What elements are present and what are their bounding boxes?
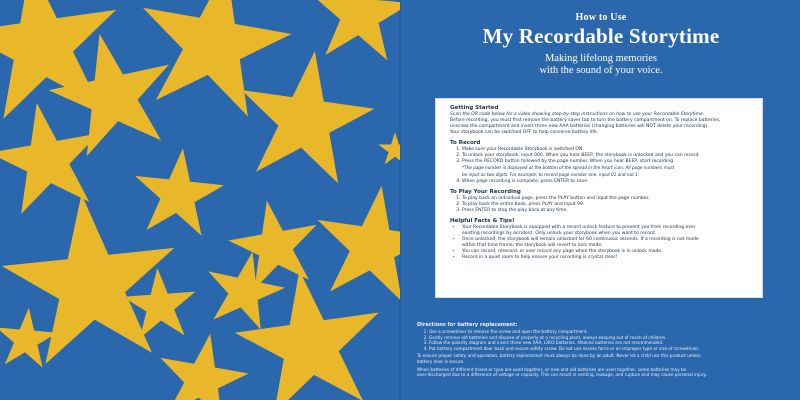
star-icon [185, 362, 220, 396]
battery-safety-text [417, 353, 792, 364]
list-item: 3. Follow the polarity diagram and insert three new AAA, LR03 batteries. Alkaline batteries are not recommended. [429, 340, 792, 346]
text-line: battery door is secure. [417, 358, 465, 364]
list-item: 3. Press ENTER to stop the play back at any time. [462, 208, 752, 214]
text-line: within that time frame, the storybook will revert to lock mode. [462, 243, 603, 248]
text-line: over-discharged due to a difference of voltage or capacity. This can result in venting, leakage, and rupture and may cause personal injury. [417, 372, 707, 378]
list-item: 2. To play back the entire book, press PLAY and input 99. [462, 202, 752, 208]
star-icon [342, 0, 379, 31]
star-icon [25, 138, 69, 180]
list-item: • You can record, rerecord, or over record any page when the storybook is in unlock mode. [462, 249, 752, 255]
text-line: existing recordings by accident. Only unlock your storybook when you want to record. [462, 231, 657, 236]
star-icon [147, 292, 173, 317]
battery-steps [417, 329, 792, 351]
list-item [462, 225, 752, 237]
to-record-title: To Record [450, 140, 481, 146]
note-text: be input as two digits. For example, to record page number one, input 01 and not 1. [462, 172, 640, 177]
list-item [462, 237, 752, 249]
star-icon [184, 14, 243, 71]
to-play-steps [450, 196, 752, 214]
star-icon [229, 276, 260, 306]
record-note [462, 172, 752, 179]
record-note [462, 165, 752, 172]
note-text: *The page number is displayed at the bottom of the spread in the heart icon [462, 165, 623, 170]
text-line: Once unlocked, the storybook will remain unlocked for 60 continuous seconds. If a recording is not made [462, 237, 699, 242]
star-icon [389, 144, 400, 155]
list-item: 1. To play back an individual page, press the PLAY button and input the page number. [462, 196, 752, 202]
star-icon [88, 71, 137, 119]
list-item: • Record in a quiet room to help ensure your recording is crystal clear! [462, 255, 752, 261]
star-icon [15, 328, 38, 350]
battery-directions [417, 322, 792, 378]
battery-warning-text [417, 367, 792, 378]
header-tagline [402, 53, 800, 77]
page-header [402, 12, 800, 77]
text-line: unscrew the compartment and insert three new AAA batteries (changing batteries will NOT delete your recording). [450, 124, 709, 129]
text-line: Scan the QR code below for a video showing step-by-step instructions on how to use your Recordable Storytime. [450, 112, 705, 117]
getting-started-text [450, 112, 752, 136]
text-line: Your Recordable Storybook is equipped with a record unlock feature to prevent you from recording over [462, 225, 696, 230]
star-icon [282, 317, 338, 370]
list-item: 2. To unlock your storybook, input 000. When you hear BEEP, the storybook is unlocked and you can record. [462, 153, 752, 159]
to-play-title: To Play Your Recording [450, 189, 521, 195]
list-item: 3. Press the RECORD button followed by the page number. When you hear BEEP, start recording. [462, 159, 752, 165]
text-line: Your storybook can be switched OFF to help conserve battery life. [450, 130, 599, 135]
star-icon [58, 251, 123, 313]
page-title: My Recordable Storytime [482, 24, 720, 48]
star-icon [280, 94, 331, 143]
list-item: 1. Use a screwdriver to remove the screw and open the battery compartment. [429, 329, 792, 335]
list-item: 1. Make sure your Recordable Storybook is switched ON. [462, 147, 752, 153]
tagline-line: Making lifelong memories [545, 53, 657, 64]
star-icon [257, 229, 292, 263]
list-item: 4. Put battery compartment door back and secure safety screw. Do not use excess force or an improper type or size of screwdriver. [429, 346, 792, 352]
star-icon [12, 15, 72, 73]
list-item: 2. Gently remove old batteries and dispose of properly at a recycling plant, always keeping out of reach of children. [429, 335, 792, 341]
text-line: Before recording, you must first remove the battery saver tab to turn the battery compartment on. To replace batteries, [450, 118, 721, 123]
header-eyebrow: How to Use [575, 12, 627, 23]
star-icon [351, 223, 396, 266]
tips-list [450, 225, 752, 261]
instructions-panel [435, 98, 763, 298]
list-item: 4. When page recording is complete, press ENTER to save. [462, 179, 752, 185]
note-text: . All page numbers must [622, 165, 675, 170]
getting-started-title: Getting Started [450, 105, 499, 111]
to-record-steps [450, 147, 752, 185]
star-icon [162, 177, 195, 209]
text-line: When batteries of different brand or type are used together, or new and old batteries are used together, some batteries may be [417, 366, 687, 372]
tips-title: Helpful Facts & Tips! [450, 218, 515, 224]
tagline-line: with the sound of your voice. [539, 65, 663, 76]
text-line: To ensure proper safety and operation, battery replacement must always be done by an adult. Never let a child use this product unless [417, 353, 701, 359]
battery-title: Directions for battery replacement: [417, 322, 518, 328]
